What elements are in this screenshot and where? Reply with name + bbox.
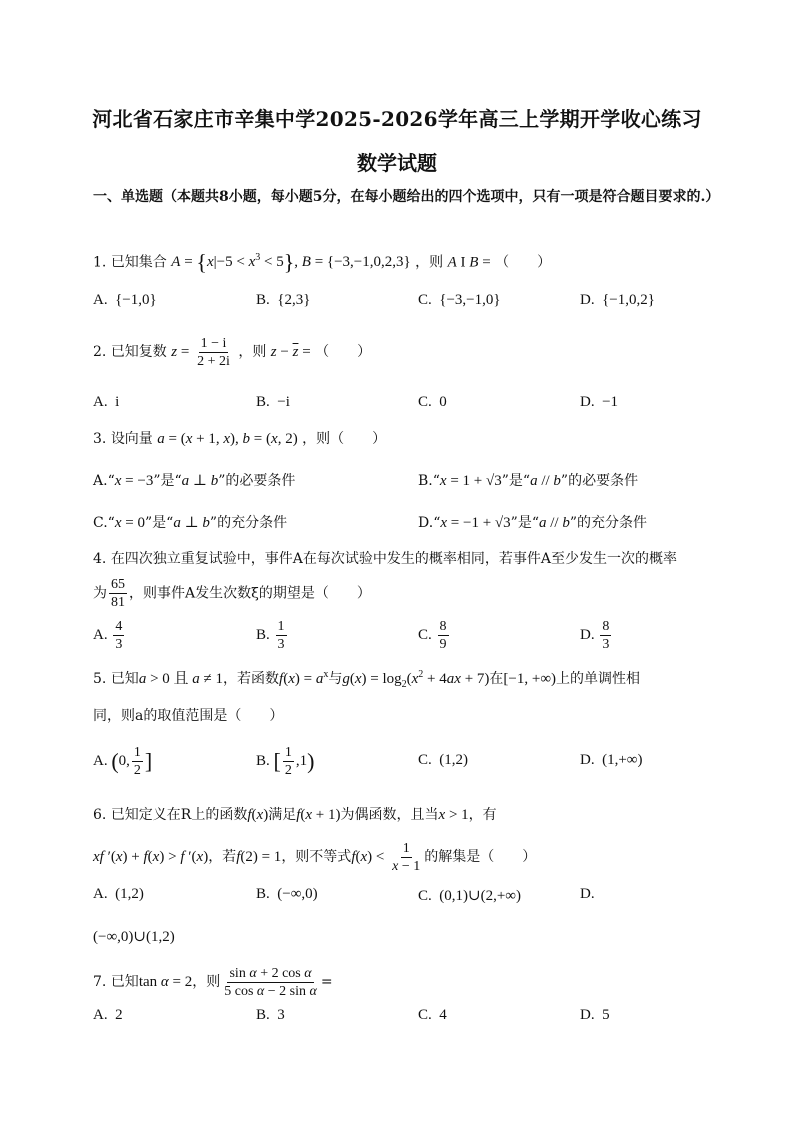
exam-subtitle: 数学试题 — [357, 151, 437, 175]
question-number: 1. — [93, 254, 107, 271]
option-c: C. (1,2) — [418, 752, 469, 768]
option-d: D. $\frac{8}{3}$ — [580, 619, 610, 652]
option-c: C. $\frac{8}{9}$ — [418, 619, 447, 652]
question-6: 6. 已知定义在R上的函数f(x)满足f(x + 1)为偶函数，且当x > 1，有 — [93, 807, 497, 823]
option-b: B. [ $\frac{1}{2}$ ,1) — [256, 745, 315, 778]
exam-title: 河北省石家庄市辛集中学2025-2026学年高三上学期开学收心练习 — [92, 107, 702, 131]
option-a: A. (1,2) — [93, 886, 144, 902]
question-4: 4. 在四次独立重复试验中，事件A在每次试验中发生的概率相同，若事件A至少发生一次的概率 — [93, 551, 678, 567]
question-stem: ，则 — [415, 254, 444, 271]
option-c: C.“x = 0”是“a ⊥ b”的充分条件 — [93, 515, 288, 531]
question-4-line2: 为 $\frac{65}{81}$ ，则事件A发生次数ξ的期望是（ ） — [93, 577, 371, 610]
option-d: D. −1 — [580, 394, 619, 410]
math-formula: a = (x + 1, x), b = (x, 2) — [157, 431, 298, 447]
question-3: 3. 设向量 a = (x + 1, x), b = (x, 2) ，则（ ） — [93, 431, 387, 447]
option-d: D. 5 — [580, 1007, 610, 1023]
question-1 — [93, 250, 551, 276]
option-c: C. (0,1)∪(2,+∞) — [418, 888, 521, 904]
option-b: B.“x = 1 + √3”是“a // b”的必要条件 — [418, 473, 639, 489]
question-5-line2: 同，则a的取值范围是（ ） — [93, 708, 284, 724]
question-stem: （ ） — [495, 254, 552, 271]
option-d: D. (1,+∞) — [580, 752, 643, 768]
option-a: A. $\frac{4}{3}$ — [93, 619, 123, 652]
question-2: 2. 已知复数 z = $\frac{1 - i}{2 + 2i}$ ，则 $z - \overline{z}$ = （ ） — [93, 336, 372, 369]
option-b: B. {2,3} — [256, 292, 311, 308]
question-stem: 已知集合 — [110, 254, 167, 271]
option-a: A. i — [93, 394, 120, 410]
option-d-label: D. — [580, 886, 595, 902]
option-c: C. 0 — [418, 394, 447, 410]
option-b: B. 3 — [256, 1007, 285, 1023]
question-7: 7. 已知tan α = 2，则 $\frac{\text{sin α + 2 cos α}}{\text{5 cos α − 2 sin α}}$ = — [93, 966, 333, 999]
option-b: B. (−∞,0) — [256, 886, 318, 902]
option-a: A. (0, $\frac{1}{2}$ ] — [93, 745, 153, 778]
section-heading: 一、单选题（本题共8小题，每小题5分，在每小题给出的四个选项中，只有一项是符合题目要求的.） — [93, 189, 720, 205]
option-a: A. {−1,0} — [93, 292, 157, 308]
option-c: C. {−3,−1,0} — [418, 292, 501, 308]
option-d-text: (−∞,0)∪(1,2) — [93, 929, 175, 945]
math-formula: A I B = — [447, 254, 491, 271]
question-6-line2: xf ′(x) + f(x) > f ′(x)，若f(2) = 1，则不等式f(x) < $\frac{1}{x - 1}$ 的解集是（ ） — [93, 841, 537, 874]
option-c: C. 4 — [418, 1007, 447, 1023]
math-formula: $A = \{x|-5 < x^3 < 5\}$, B = {−3,−1,0,2,3} — [171, 250, 411, 275]
option-b: B. −i — [256, 394, 290, 410]
math-formula: z = $\frac{1 - i}{2 + 2i}$ — [171, 336, 230, 369]
question-5: 5. 已知a > 0 且 a ≠ 1，若函数$f(x) = a^x$与$g(x) = \log_2(x^2 + 4ax + 7)$在[−1, +∞)上的单调性相 — [93, 669, 641, 690]
option-a: A.“x = −3”是“a ⊥ b”的必要条件 — [93, 473, 296, 489]
option-d: D. {−1,0,2} — [580, 292, 655, 308]
option-a: A. 2 — [93, 1007, 123, 1023]
option-d: D.“x = −1 + √3”是“a // b”的充分条件 — [418, 515, 647, 531]
option-b: B. $\frac{1}{3}$ — [256, 619, 285, 652]
math-formula: $z - \overline{z}$ = — [270, 343, 311, 360]
